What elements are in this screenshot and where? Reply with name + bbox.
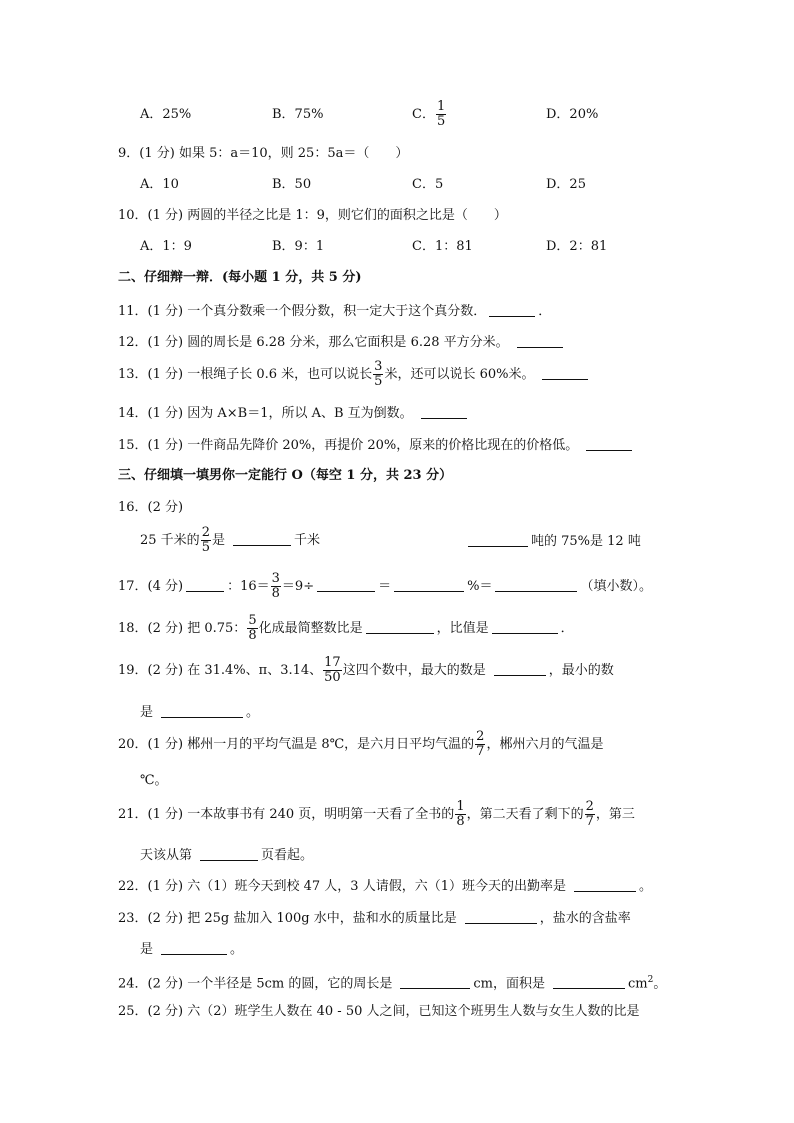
answer-blank[interactable] [494, 661, 546, 676]
q8-option-d: D．20% [546, 107, 599, 122]
fraction: $\frac{2}{7}$ [476, 729, 485, 759]
answer-blank[interactable] [394, 577, 464, 592]
q8-option-a: A．25% [140, 107, 192, 122]
q10-option-c: C．1：81 [412, 239, 473, 254]
section-3-heading: 三、仔细填一填男你一定能行 O（每空 1 分，共 23 分） [118, 468, 453, 483]
question-16-part-2: 吨的 75%是 12 吨 [468, 532, 641, 551]
q9-option-a: A．10 [140, 177, 179, 192]
answer-blank[interactable] [161, 940, 227, 955]
question-18: 18．(2 分) 把 0.75： $\frac{5}{8}$ 化成最简整数比是 ，比值是 ． [118, 613, 574, 643]
question-16-part-1: 25 千米的 $\frac{2}{5}$ 是 千米 [140, 525, 320, 555]
answer-blank[interactable] [542, 365, 588, 380]
answer-blank[interactable] [233, 531, 291, 546]
q8-option-c [412, 100, 447, 129]
question-19: 19．(2 分) 在 31.4%、π、3.14、 $\frac{17}{50}$ 这四个数中，最大的数是 ，最小的数 [118, 655, 614, 685]
q9-option-d: D．25 [546, 177, 586, 192]
question-20-line-2: ℃。 [140, 773, 168, 788]
superscript: 2 [647, 975, 654, 985]
question-23-line-2: 是 。 [140, 942, 244, 957]
fraction: $\frac{3}{8}$ [271, 571, 280, 601]
answer-blank[interactable] [366, 619, 434, 634]
question-10: 10．(1 分) 两圆的半径之比是 1：9，则它们的面积之比是（ ） [118, 208, 507, 223]
answer-blank[interactable] [465, 909, 537, 924]
question-20: 20．(1 分) 郴州一月的平均气温是 8℃，是六月日平均气温的 $\frac{2}{7}$ ，郴州六月的气温是 [118, 729, 604, 759]
answer-blank[interactable] [421, 404, 467, 419]
answer-blank[interactable] [186, 577, 224, 592]
answer-blank[interactable] [495, 577, 577, 592]
q9-option-c: C．5 [412, 177, 444, 192]
answer-blank[interactable] [574, 877, 636, 892]
question-12: 12．(1 分) 圆的周长是 6.28 分米，那么它面积是 6.28 平方分米。 [118, 333, 566, 352]
fraction: $\frac{3}{5}$ [374, 359, 383, 389]
fraction: $\frac{2}{5}$ [201, 525, 210, 555]
question-15: 15．(1 分) 一件商品先降价 20%，再提价 20%，原来的价格比现在的价格低。 [118, 436, 635, 455]
answer-blank[interactable] [400, 974, 470, 989]
question-11: 11．(1 分) 一个真分数乘一个假分数，积一定大于这个真分数． ． [118, 304, 552, 319]
fraction: $\frac{1}{5}$ [436, 99, 446, 129]
question-22: 22．(1 分) 六（1）班今天到校 47 人，3 人请假，六（1）班今天的出勤率是 。 [118, 879, 652, 894]
question-13: 13．(1 分) 一根绳子长 0.6 米，也可以说长 $\frac{3}{5}$ 米，还可以说长 60%米。 [118, 360, 591, 389]
answer-blank[interactable] [200, 846, 258, 861]
question-21-line-2: 天该从第 页看起。 [140, 848, 314, 863]
question-24: 24．(2 分) 一个半径是 5cm 的圆，它的周长是 cm，面积是 $cm^2$。 [118, 975, 667, 992]
q8-option-b: B．75% [272, 107, 324, 122]
answer-blank[interactable] [489, 302, 535, 317]
question-25: 25．(2 分) 六（2）班学生人数在 40 - 50 人之间，已知这个班男生人数与女生人数的比是 [118, 1004, 640, 1019]
question-23: 23．(2 分) 把 25g 盐加入 100g 水中，盐和水的质量比是 ，盐水的含盐率 [118, 911, 631, 926]
question-16-heading: 16．(2 分) [118, 500, 184, 515]
q10-option-a: A．1：9 [140, 239, 192, 254]
q8-option-c-label: C． [412, 107, 435, 122]
fraction: $\frac{2}{7}$ [585, 799, 594, 829]
question-9: 9．(1 分) 如果 5：a＝10，则 25：5a＝（ ） [118, 146, 409, 161]
answer-blank[interactable] [468, 532, 528, 547]
answer-blank[interactable] [317, 577, 375, 592]
fraction: $\frac{17}{50}$ [324, 655, 341, 685]
section-2-heading: 二、仔细辩一辩．(每小题 1 分，共 5 分) [118, 270, 362, 285]
fraction: $\frac{1}{8}$ [456, 799, 465, 829]
q10-option-d: D．2：81 [546, 239, 608, 254]
answer-blank[interactable] [586, 436, 632, 451]
question-21: 21．(1 分) 一本故事书有 240 页，明明第一天看了全书的 $\frac{1}{8}$ ，第二天看了剩下的 $\frac{2}{7}$ ，第三 [118, 799, 635, 829]
answer-blank[interactable] [492, 619, 558, 634]
question-14: 14．(1 分) 因为 A×B＝1，所以 A、B 互为倒数。 [118, 404, 470, 423]
answer-blank[interactable] [553, 974, 625, 989]
answer-blank[interactable] [161, 703, 243, 718]
answer-blank[interactable] [517, 333, 563, 348]
question-19-line-2: 是 。 [140, 705, 260, 720]
q10-option-b: B．9：1 [272, 239, 325, 254]
q9-option-b: B．50 [272, 177, 312, 192]
question-17: 17．(4 分) ：16＝ $\frac{3}{8}$ ＝9÷ ＝ %＝ （填小数）。 [118, 571, 652, 601]
fraction: $\frac{5}{8}$ [248, 613, 257, 643]
